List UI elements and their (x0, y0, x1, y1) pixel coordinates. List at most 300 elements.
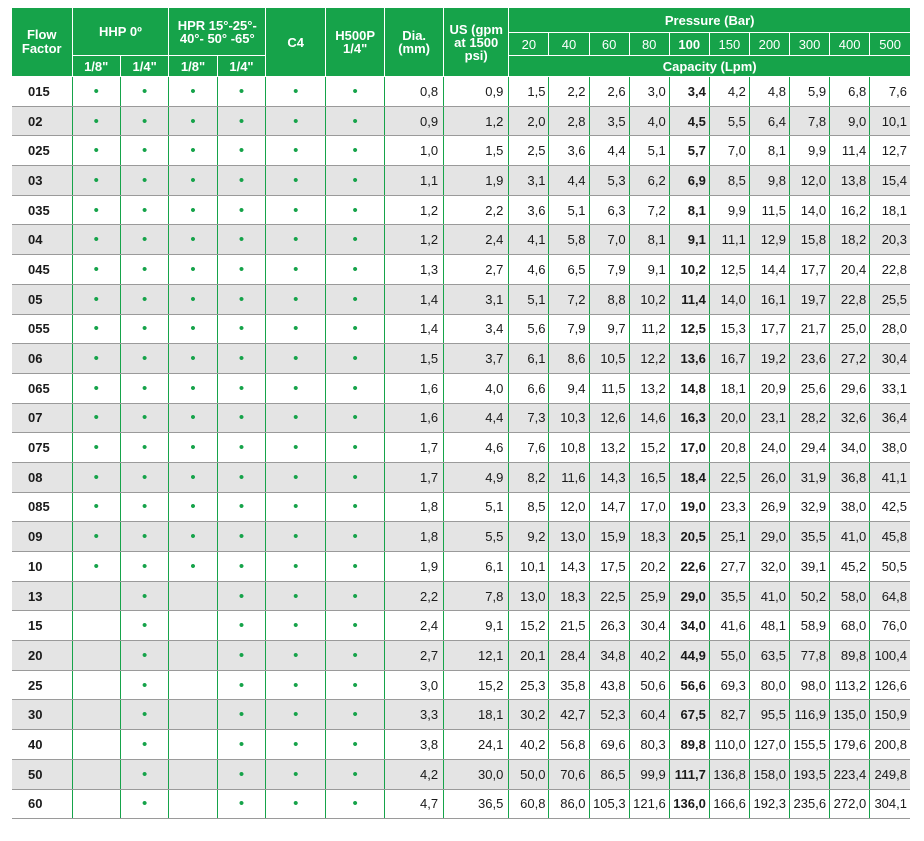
capacity-cell: 136,0 (669, 789, 709, 819)
availability-cell (266, 344, 326, 374)
capacity-cell: 35,5 (709, 581, 749, 611)
us-header: US (gpm at 1500 psi) (444, 8, 509, 77)
pressure-40-header: 40 (549, 33, 589, 56)
hpr-header: HPR 15°-25°- 40°- 50° -65° (169, 8, 266, 56)
availability-dot-icon: • (293, 498, 299, 516)
us-gpm-cell: 24,1 (444, 730, 509, 760)
capacity-cell: 4,1 (509, 225, 549, 255)
capacity-cell: 14,0 (790, 195, 830, 225)
availability-dot-icon: • (352, 290, 358, 308)
availability-cell (217, 195, 265, 225)
availability-dot-icon: • (293, 142, 299, 160)
availability-cell (266, 255, 326, 285)
availability-cell (326, 403, 385, 433)
us-gpm-cell: 12,1 (444, 641, 509, 671)
capacity-cell: 7,0 (709, 136, 749, 166)
capacity-header: Capacity (Lpm) (509, 56, 910, 77)
availability-dot-icon: • (238, 676, 245, 694)
capacity-cell: 110,0 (709, 730, 749, 760)
availability-cell (120, 759, 168, 789)
capacity-cell: 11,6 (549, 462, 589, 492)
diameter-cell: 1,3 (385, 255, 444, 285)
capacity-cell: 2,6 (589, 77, 629, 107)
availability-dot-icon: • (293, 735, 299, 753)
capacity-cell: 32,9 (790, 492, 830, 522)
availability-dot-icon: • (352, 676, 358, 694)
capacity-cell: 55,0 (709, 641, 749, 671)
capacity-cell: 80,0 (749, 670, 789, 700)
availability-dot-icon: • (238, 350, 245, 368)
capacity-cell: 50,0 (509, 759, 549, 789)
capacity-cell: 4,4 (589, 136, 629, 166)
us-gpm-cell: 30,0 (444, 759, 509, 789)
capacity-cell: 12,2 (629, 344, 669, 374)
availability-cell (72, 641, 120, 671)
availability-cell (266, 759, 326, 789)
table-body (12, 77, 910, 819)
capacity-cell: 50,2 (790, 581, 830, 611)
capacity-cell: 3,0 (629, 77, 669, 107)
availability-dot-icon: • (142, 231, 148, 249)
availability-dot-icon: • (293, 320, 299, 338)
availability-cell (217, 403, 265, 433)
availability-dot-icon: • (190, 557, 196, 575)
availability-cell (266, 462, 326, 492)
table-row (12, 106, 910, 136)
size-0-header: 1/8" (72, 56, 120, 77)
capacity-cell: 15,2 (629, 433, 669, 463)
flow-factor-cell: 07 (12, 403, 72, 433)
availability-dot-icon: • (352, 646, 358, 664)
availability-dot-icon: • (352, 765, 358, 783)
us-gpm-cell: 15,2 (444, 670, 509, 700)
capacity-cell: 14,3 (549, 552, 589, 582)
us-gpm-cell: 2,7 (444, 255, 509, 285)
pressure-80-header: 80 (629, 33, 669, 56)
diameter-cell: 1,1 (385, 166, 444, 196)
capacity-cell: 5,1 (509, 284, 549, 314)
availability-cell (326, 77, 385, 107)
availability-cell (266, 789, 326, 819)
availability-cell (266, 136, 326, 166)
availability-cell (169, 136, 217, 166)
availability-dot-icon: • (293, 439, 299, 457)
availability-cell (266, 522, 326, 552)
availability-dot-icon: • (293, 260, 299, 278)
capacity-cell: 25,6 (790, 373, 830, 403)
flow-factor-cell: 075 (12, 433, 72, 463)
size-3-header: 1/4" (217, 56, 265, 77)
availability-dot-icon: • (352, 112, 358, 130)
flow-factor-cell: 08 (12, 462, 72, 492)
availability-dot-icon: • (352, 587, 358, 605)
availability-dot-icon: • (293, 795, 299, 813)
capacity-cell: 19,0 (669, 492, 709, 522)
capacity-cell: 33,1 (870, 373, 910, 403)
capacity-cell: 11,1 (709, 225, 749, 255)
pressure-500-header: 500 (870, 33, 910, 56)
availability-dot-icon: • (190, 142, 196, 160)
capacity-cell: 43,8 (589, 670, 629, 700)
capacity-cell: 52,3 (589, 700, 629, 730)
availability-dot-icon: • (142, 320, 148, 338)
capacity-cell: 27,2 (830, 344, 870, 374)
capacity-cell: 20,0 (709, 403, 749, 433)
availability-cell (72, 433, 120, 463)
availability-dot-icon: • (238, 171, 245, 189)
flow-factor-cell: 02 (12, 106, 72, 136)
capacity-cell: 13,6 (669, 344, 709, 374)
capacity-cell: 111,7 (669, 759, 709, 789)
availability-dot-icon: • (93, 142, 99, 160)
availability-cell (120, 433, 168, 463)
capacity-cell: 31,9 (790, 462, 830, 492)
availability-cell (326, 344, 385, 374)
availability-cell (326, 730, 385, 760)
availability-cell (266, 314, 326, 344)
capacity-cell: 15,8 (790, 225, 830, 255)
capacity-cell: 25,3 (509, 670, 549, 700)
flow-factor-cell: 03 (12, 166, 72, 196)
diameter-cell: 2,2 (385, 581, 444, 611)
capacity-cell: 45,2 (830, 552, 870, 582)
availability-dot-icon: • (93, 528, 99, 546)
capacity-cell: 10,1 (509, 552, 549, 582)
availability-dot-icon: • (142, 142, 148, 160)
availability-cell (120, 166, 168, 196)
availability-cell (266, 730, 326, 760)
availability-cell (326, 552, 385, 582)
availability-cell (72, 284, 120, 314)
capacity-cell: 7,6 (509, 433, 549, 463)
availability-cell (266, 195, 326, 225)
availability-cell (266, 670, 326, 700)
capacity-cell: 18,3 (629, 522, 669, 552)
availability-cell (72, 522, 120, 552)
capacity-cell: 15,4 (870, 166, 910, 196)
availability-dot-icon: • (352, 320, 358, 338)
availability-cell (120, 552, 168, 582)
table-row (12, 700, 910, 730)
availability-dot-icon: • (190, 260, 196, 278)
flow-factor-cell: 055 (12, 314, 72, 344)
capacity-cell: 9,4 (549, 373, 589, 403)
capacity-cell: 25,5 (870, 284, 910, 314)
diameter-cell: 2,7 (385, 641, 444, 671)
availability-cell (169, 255, 217, 285)
capacity-cell: 249,8 (870, 759, 910, 789)
capacity-cell: 11,4 (669, 284, 709, 314)
availability-dot-icon: • (352, 498, 358, 516)
capacity-cell: 223,4 (830, 759, 870, 789)
availability-dot-icon: • (93, 171, 99, 189)
capacity-cell: 272,0 (830, 789, 870, 819)
availability-cell (326, 522, 385, 552)
availability-cell (326, 314, 385, 344)
availability-cell (72, 700, 120, 730)
availability-dot-icon: • (293, 350, 299, 368)
availability-cell (326, 195, 385, 225)
capacity-cell: 29,6 (830, 373, 870, 403)
availability-dot-icon: • (352, 706, 358, 724)
availability-dot-icon: • (142, 498, 148, 516)
capacity-cell: 20,5 (669, 522, 709, 552)
capacity-cell: 100,4 (870, 641, 910, 671)
capacity-cell: 8,5 (709, 166, 749, 196)
capacity-cell: 63,5 (749, 641, 789, 671)
capacity-cell: 179,6 (830, 730, 870, 760)
capacity-cell: 12,7 (870, 136, 910, 166)
capacity-cell: 105,3 (589, 789, 629, 819)
capacity-cell: 136,8 (709, 759, 749, 789)
availability-dot-icon: • (190, 320, 196, 338)
availability-dot-icon: • (352, 468, 358, 486)
diameter-cell: 1,4 (385, 314, 444, 344)
capacity-cell: 9,9 (709, 195, 749, 225)
availability-dot-icon: • (190, 171, 196, 189)
availability-cell (217, 789, 265, 819)
capacity-cell: 70,6 (549, 759, 589, 789)
capacity-cell: 40,2 (509, 730, 549, 760)
availability-cell (72, 789, 120, 819)
pressure-150-header: 150 (709, 33, 749, 56)
c4-header: C4 (266, 8, 326, 77)
availability-dot-icon: • (93, 320, 99, 338)
diameter-cell: 0,8 (385, 77, 444, 107)
availability-cell (169, 759, 217, 789)
capacity-cell: 192,3 (749, 789, 789, 819)
availability-cell (217, 284, 265, 314)
availability-cell (120, 284, 168, 314)
capacity-cell: 6,3 (589, 195, 629, 225)
capacity-cell: 58,9 (790, 611, 830, 641)
capacity-cell: 12,0 (790, 166, 830, 196)
capacity-cell: 3,5 (589, 106, 629, 136)
capacity-cell: 17,0 (669, 433, 709, 463)
availability-cell (120, 492, 168, 522)
capacity-cell: 14,3 (589, 462, 629, 492)
capacity-cell: 41,0 (749, 581, 789, 611)
capacity-cell: 30,2 (509, 700, 549, 730)
pressure-300-header: 300 (790, 33, 830, 56)
table-row (12, 730, 910, 760)
diameter-cell: 3,0 (385, 670, 444, 700)
availability-cell (120, 195, 168, 225)
availability-cell (72, 136, 120, 166)
capacity-cell: 22,5 (589, 581, 629, 611)
capacity-cell: 67,5 (669, 700, 709, 730)
capacity-cell: 6,6 (509, 373, 549, 403)
availability-cell (120, 106, 168, 136)
capacity-cell: 11,5 (589, 373, 629, 403)
pressure-20-header: 20 (509, 33, 549, 56)
availability-cell (120, 344, 168, 374)
capacity-cell: 14,7 (589, 492, 629, 522)
table-header (12, 8, 910, 77)
capacity-cell: 23,3 (709, 492, 749, 522)
capacity-cell: 28,0 (870, 314, 910, 344)
availability-dot-icon: • (190, 290, 196, 308)
availability-cell (72, 314, 120, 344)
availability-cell (169, 522, 217, 552)
capacity-cell: 20,2 (629, 552, 669, 582)
diameter-cell: 1,5 (385, 344, 444, 374)
capacity-cell: 69,6 (589, 730, 629, 760)
capacity-cell: 22,8 (870, 255, 910, 285)
availability-cell (266, 492, 326, 522)
capacity-cell: 8,1 (669, 195, 709, 225)
availability-dot-icon: • (93, 112, 99, 130)
capacity-cell: 44,9 (669, 641, 709, 671)
availability-dot-icon: • (352, 82, 358, 100)
capacity-cell: 135,0 (830, 700, 870, 730)
capacity-cell: 18,4 (669, 462, 709, 492)
availability-dot-icon: • (293, 587, 299, 605)
capacity-cell: 11,5 (749, 195, 789, 225)
capacity-cell: 158,0 (749, 759, 789, 789)
availability-cell (326, 106, 385, 136)
capacity-cell: 56,6 (669, 670, 709, 700)
diameter-cell: 1,8 (385, 492, 444, 522)
capacity-cell: 2,0 (509, 106, 549, 136)
capacity-cell: 22,8 (830, 284, 870, 314)
availability-dot-icon: • (352, 231, 358, 249)
availability-dot-icon: • (238, 320, 245, 338)
availability-cell (120, 789, 168, 819)
availability-cell (326, 225, 385, 255)
table-row (12, 225, 910, 255)
availability-dot-icon: • (238, 231, 245, 249)
capacity-cell: 193,5 (790, 759, 830, 789)
availability-dot-icon: • (93, 468, 99, 486)
capacity-cell: 9,9 (790, 136, 830, 166)
capacity-cell: 16,2 (830, 195, 870, 225)
capacity-cell: 7,0 (589, 225, 629, 255)
availability-dot-icon: • (190, 439, 196, 457)
capacity-cell: 3,4 (669, 77, 709, 107)
capacity-cell: 6,2 (629, 166, 669, 196)
availability-cell (169, 225, 217, 255)
capacity-cell: 20,9 (749, 373, 789, 403)
capacity-cell: 89,8 (669, 730, 709, 760)
capacity-cell: 116,9 (790, 700, 830, 730)
capacity-cell: 4,5 (669, 106, 709, 136)
capacity-cell: 27,7 (709, 552, 749, 582)
availability-dot-icon: • (238, 112, 245, 130)
flow-factor-cell: 20 (12, 641, 72, 671)
capacity-cell: 10,2 (629, 284, 669, 314)
availability-cell (120, 77, 168, 107)
capacity-cell: 18,1 (709, 373, 749, 403)
capacity-cell: 18,2 (830, 225, 870, 255)
availability-cell (266, 77, 326, 107)
capacity-cell: 21,7 (790, 314, 830, 344)
availability-cell (326, 670, 385, 700)
capacity-cell: 20,8 (709, 433, 749, 463)
availability-cell (120, 670, 168, 700)
availability-cell (326, 641, 385, 671)
availability-dot-icon: • (142, 409, 148, 427)
capacity-cell: 16,7 (709, 344, 749, 374)
availability-dot-icon: • (352, 528, 358, 546)
capacity-cell: 29,0 (669, 581, 709, 611)
capacity-cell: 20,3 (870, 225, 910, 255)
capacity-cell: 38,0 (870, 433, 910, 463)
capacity-cell: 7,3 (509, 403, 549, 433)
table-row (12, 789, 910, 819)
diameter-cell: 1,7 (385, 433, 444, 463)
capacity-cell: 4,6 (509, 255, 549, 285)
availability-dot-icon: • (142, 587, 148, 605)
availability-cell (72, 344, 120, 374)
capacity-cell: 48,1 (749, 611, 789, 641)
availability-cell (169, 700, 217, 730)
availability-cell (217, 730, 265, 760)
capacity-cell: 14,6 (629, 403, 669, 433)
capacity-cell: 42,7 (549, 700, 589, 730)
availability-cell (72, 225, 120, 255)
capacity-cell: 17,7 (790, 255, 830, 285)
availability-cell (326, 492, 385, 522)
availability-dot-icon: • (142, 765, 148, 783)
availability-cell (169, 344, 217, 374)
capacity-cell: 8,1 (749, 136, 789, 166)
capacity-cell: 11,4 (830, 136, 870, 166)
availability-cell (326, 136, 385, 166)
capacity-cell: 5,5 (709, 106, 749, 136)
capacity-cell: 6,8 (830, 77, 870, 107)
availability-dot-icon: • (93, 439, 99, 457)
availability-cell (217, 166, 265, 196)
capacity-cell: 25,9 (629, 581, 669, 611)
dia-header: Dia. (mm) (385, 8, 444, 77)
availability-dot-icon: • (352, 439, 358, 457)
availability-dot-icon: • (352, 795, 358, 813)
table-row (12, 581, 910, 611)
flow-factor-table (12, 7, 910, 819)
diameter-cell: 3,8 (385, 730, 444, 760)
availability-dot-icon: • (93, 290, 99, 308)
availability-dot-icon: • (293, 231, 299, 249)
availability-cell (266, 581, 326, 611)
availability-cell (120, 522, 168, 552)
table-row (12, 284, 910, 314)
availability-cell (266, 373, 326, 403)
availability-cell (120, 581, 168, 611)
capacity-cell: 8,5 (509, 492, 549, 522)
diameter-cell: 1,4 (385, 284, 444, 314)
us-gpm-cell: 5,1 (444, 492, 509, 522)
capacity-cell: 16,1 (749, 284, 789, 314)
capacity-cell: 19,2 (749, 344, 789, 374)
availability-cell (266, 433, 326, 463)
capacity-cell: 20,1 (509, 641, 549, 671)
availability-cell (217, 433, 265, 463)
availability-dot-icon: • (142, 350, 148, 368)
availability-dot-icon: • (238, 379, 245, 397)
flow-factor-cell: 15 (12, 611, 72, 641)
availability-dot-icon: • (93, 350, 99, 368)
availability-cell (217, 700, 265, 730)
availability-dot-icon: • (190, 409, 196, 427)
table-row (12, 611, 910, 641)
capacity-cell: 17,0 (629, 492, 669, 522)
availability-dot-icon: • (293, 468, 299, 486)
table-row (12, 641, 910, 671)
capacity-cell: 95,5 (749, 700, 789, 730)
capacity-cell: 126,6 (870, 670, 910, 700)
availability-cell (266, 166, 326, 196)
